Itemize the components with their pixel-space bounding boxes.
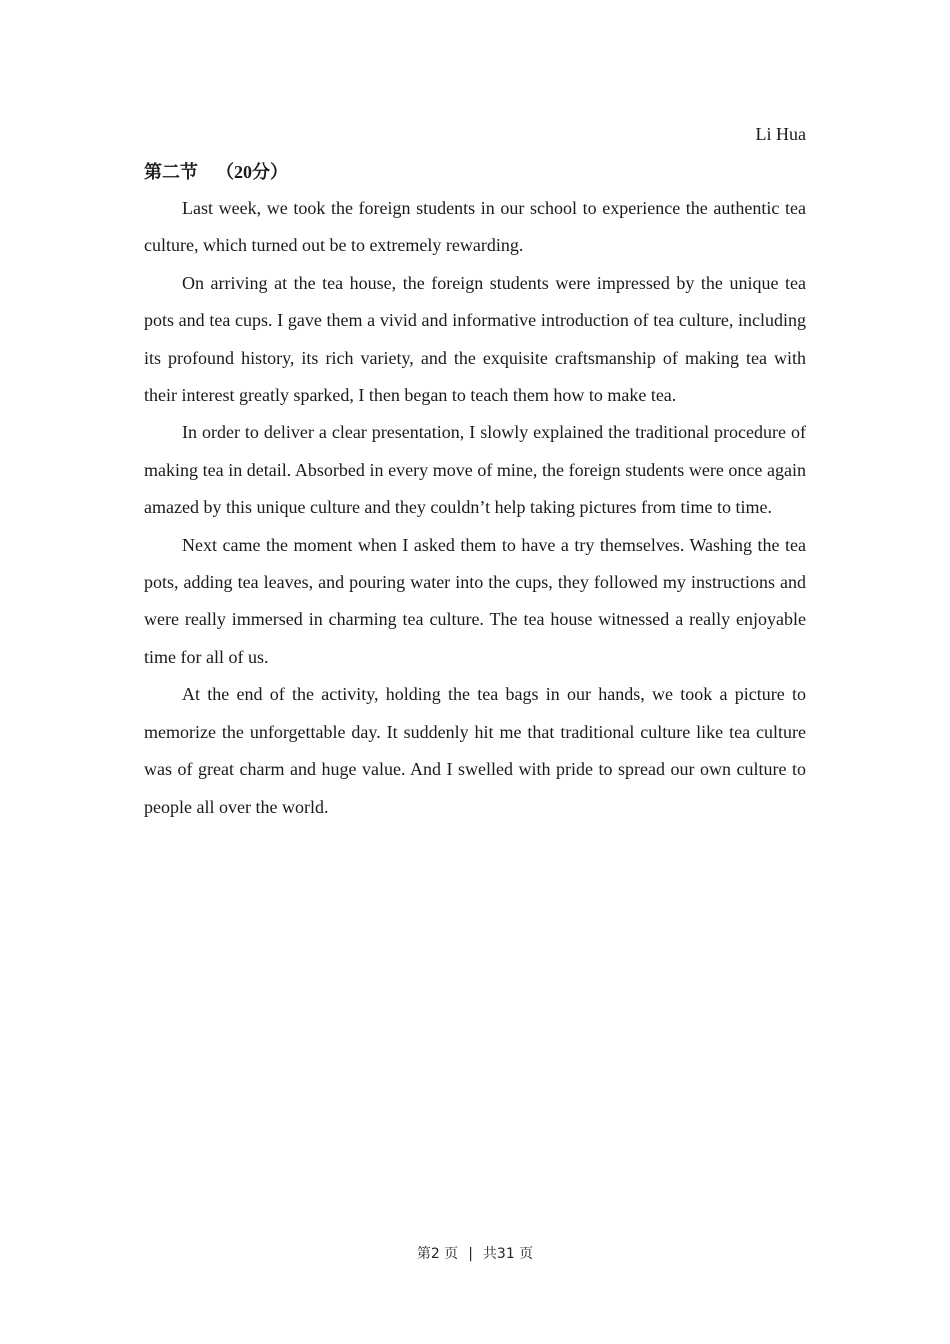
- essay-paragraph: In order to deliver a clear presentation, I slowly explained the traditional procedure of making tea in detail. Absorbed in every move of mine, the foreign students were once again amazed by this unique culture and they couldn’t help taking pictures from time to time.: [144, 422, 806, 518]
- footer-separator: |: [468, 1246, 473, 1262]
- page-total: 共31 页: [482, 1246, 534, 1262]
- essay-body: [144, 190, 806, 826]
- section-heading: [144, 160, 288, 184]
- essay-paragraph: Next came the moment when I asked them to have a try themselves. Washing the tea pots, adding tea leaves, and pouring water into the cups, they followed my instructions and were really immersed in charming tea culture. The tea house witnessed a really enjoyable time for all of us.: [144, 534, 806, 667]
- signature: Li Hua: [755, 124, 806, 144]
- page-number: 第2 页: [416, 1246, 459, 1262]
- section-title: 第二节: [144, 162, 198, 182]
- essay-paragraph: On arriving at the tea house, the foreign students were impressed by the unique tea pots and tea cups. I gave them a vivid and informative introduction of tea culture, including its profound history, its rich variety, and the exquisite craftsmanship of making tea with their interest greatly sparked, I then began to teach them how to make tea.: [144, 272, 806, 406]
- essay-paragraph: Last week, we took the foreign students in our school to experience the authentic tea culture, which turned out be to extremely rewarding.: [144, 198, 806, 256]
- page-footer: [0, 1244, 950, 1264]
- essay-paragraph: At the end of the activity, holding the tea bags in our hands, we took a picture to memorize the unforgettable day. It suddenly hit me that traditional culture like tea culture was of great charm and huge value. And I swelled with pride to spread our own culture to people all over the world.: [144, 684, 806, 817]
- section-points: （20分）: [216, 162, 288, 182]
